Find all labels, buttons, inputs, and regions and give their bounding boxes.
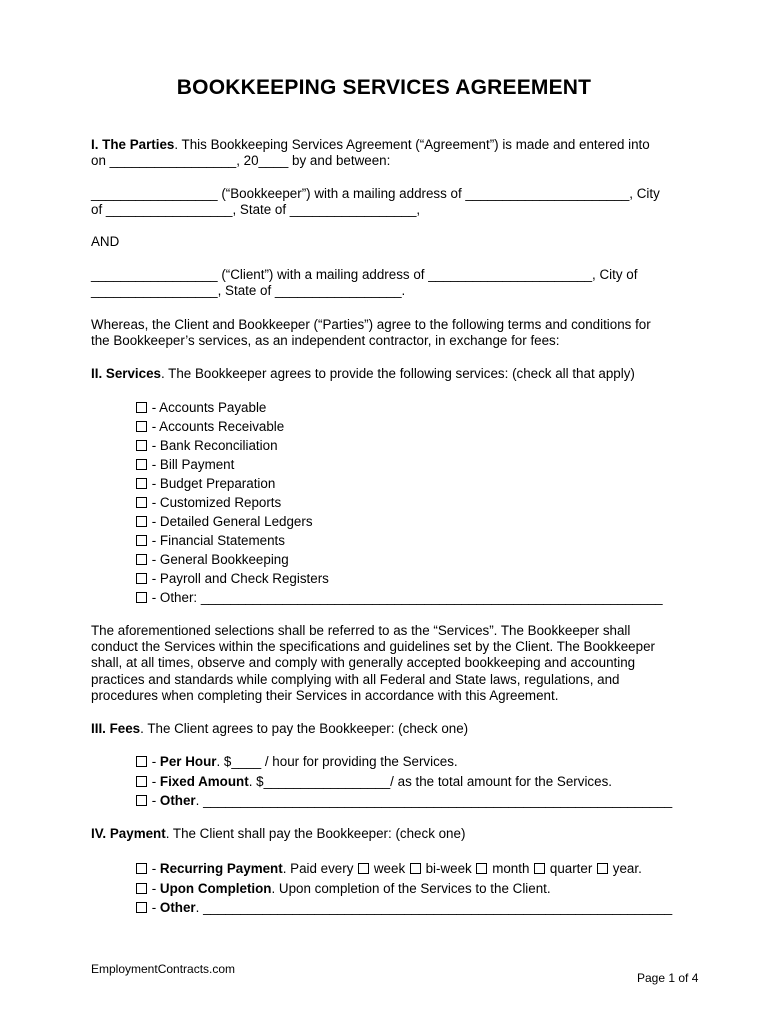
service-item[interactable]: - Payroll and Check Registers	[135, 569, 695, 588]
checkbox[interactable]	[136, 497, 147, 508]
service-item[interactable]: - Bill Payment	[135, 455, 695, 474]
service-item[interactable]: - Detailed General Ledgers	[135, 512, 695, 531]
payment-option-completion[interactable]: - Upon Completion. Upon completion of the Services to the Client.	[135, 879, 695, 899]
whereas-clause	[91, 317, 691, 349]
service-item[interactable]: - Bank Reconciliation	[135, 436, 695, 455]
parties-intro	[91, 137, 691, 169]
bookkeeper-line-1: _________________ (“Bookkeeper”) with a mailing address of ______________________, City	[91, 186, 660, 201]
fee-option-per-hour[interactable]: - Per Hour. $____ / hour for providing the Services.	[135, 752, 695, 772]
quarter-checkbox[interactable]	[534, 863, 545, 874]
bookkeeper-line-2: of _________________, State of _________________,	[91, 202, 421, 218]
checkbox[interactable]	[136, 883, 147, 894]
checkbox[interactable]	[136, 516, 147, 527]
biweek-checkbox[interactable]	[410, 863, 421, 874]
checkbox[interactable]	[136, 421, 147, 432]
parties-line-1: I. The Parties. This Bookkeeping Services Agreement (“Agreement”) is made and entered into	[91, 137, 650, 152]
fee-option-other[interactable]: - Other. _______________________________________________________________	[135, 791, 695, 811]
checkbox[interactable]	[136, 592, 147, 603]
checkbox[interactable]	[136, 478, 147, 489]
checkbox[interactable]	[136, 459, 147, 470]
fees-checklist	[135, 752, 695, 811]
checkbox[interactable]	[136, 573, 147, 584]
fees-intro: III. Fees. The Client agrees to pay the Bookkeeper: (check one)	[91, 721, 469, 736]
service-item[interactable]: - Financial Statements	[135, 531, 695, 550]
checkbox[interactable]	[136, 795, 147, 806]
client-info	[91, 267, 691, 299]
payment-heading: IV. Payment	[91, 826, 166, 841]
checkbox[interactable]	[136, 756, 147, 767]
page-number: Page 1 of 4	[637, 971, 699, 985]
client-line-2: _________________, State of _________________.	[91, 283, 406, 299]
month-checkbox[interactable]	[476, 863, 487, 874]
checkbox[interactable]	[136, 863, 147, 874]
fee-option-fixed[interactable]: - Fixed Amount. $_________________/ as the total amount for the Services.	[135, 772, 695, 792]
fees-heading: III. Fees	[91, 721, 141, 736]
bookkeeper-info	[91, 186, 691, 218]
services-description: The aforementioned selections shall be referred to as the “Services”. The Bookkeeper shall conduct the Services within the specifications and guidelines set by the Client. The Bookkeeper shall, at all times, observe and comply with generally accepted bookkeeping and accounting practices and standards while complying with all Federal and State laws, regulations, and procedures when completing their Services in accordance with this Agreement.	[91, 623, 655, 703]
client-line-1: _________________ (“Client”) with a mailing address of ______________________, City of	[91, 267, 638, 282]
checkbox[interactable]	[136, 776, 147, 787]
checkbox[interactable]	[136, 440, 147, 451]
service-item[interactable]: - General Bookkeeping	[135, 550, 695, 569]
service-item-other[interactable]: - Other: ______________________________________________________________	[135, 588, 695, 607]
services-intro: II. Services. The Bookkeeper agrees to provide the following services: (check all that apply)	[91, 366, 635, 381]
payment-checklist	[135, 859, 695, 918]
whereas-line-1: Whereas, the Client and Bookkeeper (“Parties”) agree to the following terms and conditions for	[91, 317, 651, 332]
service-item[interactable]: - Accounts Payable	[135, 398, 695, 417]
parties-line-2: on _________________, 20____ by and between:	[91, 153, 391, 169]
whereas-line-2: the Bookkeeper’s services, as an independent contractor, in exchange for fees:	[91, 333, 560, 349]
service-item[interactable]: - Budget Preparation	[135, 474, 695, 493]
document-title: BOOKKEEPING SERVICES AGREEMENT	[176, 76, 592, 99]
checkbox[interactable]	[136, 554, 147, 565]
payment-option-recurring[interactable]: - Recurring Payment. Paid every week bi-week month quarter year.	[135, 859, 695, 879]
checkbox[interactable]	[136, 402, 147, 413]
and-separator: AND	[91, 234, 120, 249]
year-checkbox[interactable]	[597, 863, 608, 874]
payment-intro: IV. Payment. The Client shall pay the Bookkeeper: (check one)	[91, 826, 466, 841]
service-item[interactable]: - Customized Reports	[135, 493, 695, 512]
checkbox[interactable]	[136, 902, 147, 913]
other-service-field[interactable]: ______________________________________________________________	[200, 590, 663, 605]
services-heading: II. Services	[91, 366, 161, 381]
payment-option-other[interactable]: - Other. _______________________________________________________________	[135, 898, 695, 918]
checkbox[interactable]	[136, 535, 147, 546]
week-checkbox[interactable]	[358, 863, 369, 874]
parties-heading: I. The Parties	[91, 137, 175, 152]
footer-site: EmploymentContracts.com	[91, 962, 236, 976]
service-item[interactable]: - Accounts Receivable	[135, 417, 695, 436]
services-checklist	[135, 398, 695, 607]
